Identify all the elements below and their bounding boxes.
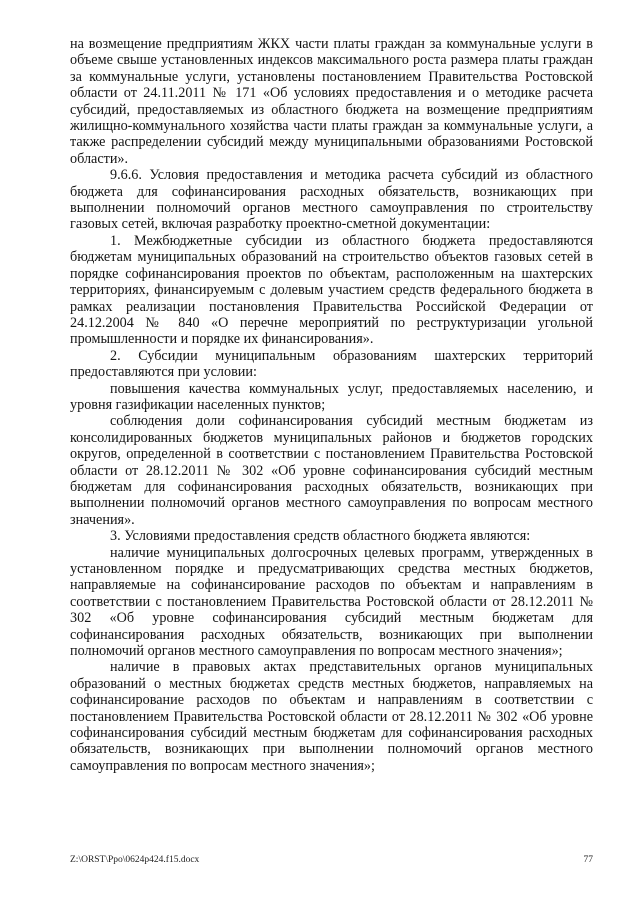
- paragraph-6: соблюдения доли софинансирования субсидий местным бюджетам из консолидированных бюджетов муниципальных районов и бюджетов городских округов, определенной в соответствии с постановлением Правительства Ростовской области от 28.12.2011 № 302 «Об уровне софинансирования субсидий местным бюджетам для софинансирования расходных обязательств, возникающих при выполнении полномочий органов местного самоуправления по вопросам местного значения».: [70, 413, 593, 528]
- paragraph-3: 1. Межбюджетные субсидии из областного бюджета предоставляются бюджетам муниципальных образований на строительство объектов газовых сетей в порядке софинансирования проектов по объектам, расположенным на шахтерских территориях, финансируемым с долевым участием средств федерального бюджета в рамках реализации постановления Правительства Российской Федерации от 24.12.2004 № 840 «О перечне мероприятий по реструктуризации угольной промышленности и порядке их финансирования».: [70, 232, 593, 348]
- document-page: [70, 36, 593, 774]
- paragraph-7: 3. Условиями предоставления средств областного бюджета являются:: [110, 528, 531, 545]
- page-number: 77: [583, 855, 593, 865]
- footer-file-path: Z:\ORST\Ppo\0624p424.f15.docx: [70, 855, 200, 865]
- paragraph-1: на возмещение предприятиям ЖКХ части платы граждан за коммунальные услуги в объеме свыше установленных индексов максимального роста размера платы граждан за коммунальные услуги, установлены постановлением Правительства Ростовской области от 24.11.2011 № 171 «Об условиях предоставления и о методике расчета субсидий, предоставляемых из областного бюджета на возмещение предприятиям жилищно-коммунального хозяйства части платы граждан за коммунальные услуги, а также распределении субсидий между муниципальными образованиями Ростовской области».: [70, 36, 593, 167]
- paragraph-2: 9.6.6. Условия предоставления и методика расчета субсидий из областного бюджета для софинансирования расходных обязательств, возникающих при выполнении полномочий органов местного самоуправления по строительству газовых сетей, включая разработку проектно-сметной документации:: [70, 167, 593, 233]
- paragraph-8: наличие муниципальных долгосрочных целевых программ, утвержденных в установленном порядке и предусматривающих средства местных бюджетов, направляемые на софинансирование расходов по объектам и направлениям в соответствии с постановлением Правительства Ростовской области от 28.12.2011 № 302 «Об уровне софинансирования субсидий местным бюджетам для софинансирования расходных обязательств, возникающих при выполнении полномочий органов местного самоуправления по вопросам местного значения»;: [70, 544, 593, 660]
- paragraph-5: повышения качества коммунальных услуг, предоставляемых населению, и уровня газификации населенных пунктов;: [70, 380, 593, 413]
- paragraph-4: 2. Субсидии муниципальным образованиям шахтерских территорий предоставляются при условии:: [70, 347, 593, 381]
- paragraph-9: наличие в правовых актах представительных органов муниципальных образований о местных бюджетах средств местных бюджетов, направляемых на софинансирование расходов по объектам и направлениям в соответствии с постановлением Правительства Ростовской области от 28.12.2011 № 302 «Об уровне софинансирования субсидий местным бюджетам для софинансирования расходных обязательств, возникающих при выполнении полномочий органов местного самоуправления по вопросам местного значения»;: [70, 659, 593, 774]
